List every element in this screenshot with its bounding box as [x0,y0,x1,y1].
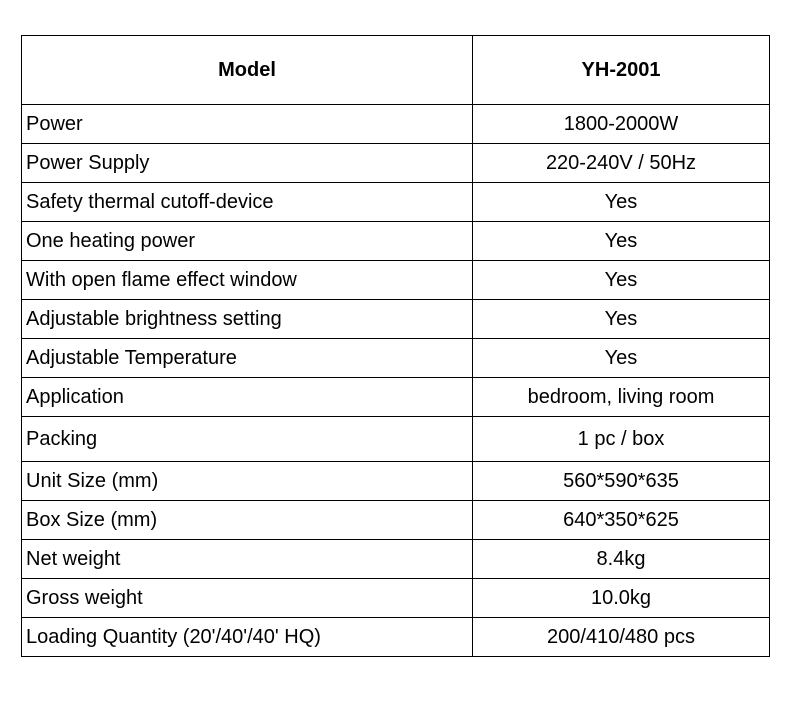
table-row [22,339,770,378]
spec-label: Box Size (mm) [22,501,473,540]
table-row [22,540,770,579]
spec-value: 1800-2000W [473,105,770,144]
table-row [22,579,770,618]
spec-label: Gross weight [22,579,473,618]
spec-label: Loading Quantity (20'/40'/40' HQ) [22,618,473,657]
spec-value: Yes [473,183,770,222]
spec-value: Yes [473,222,770,261]
table-row [22,417,770,462]
table-row [22,261,770,300]
spec-value: 560*590*635 [473,462,770,501]
table-header-row [22,36,770,105]
spec-value: 1 pc / box [473,417,770,462]
spec-label: With open flame effect window [22,261,473,300]
table-row [22,183,770,222]
spec-value: Yes [473,300,770,339]
spec-value: 640*350*625 [473,501,770,540]
table-row [22,462,770,501]
spec-value: Yes [473,261,770,300]
spec-value: 200/410/480 pcs [473,618,770,657]
table-row [22,105,770,144]
spec-label: Application [22,378,473,417]
table-row [22,501,770,540]
table-row [22,300,770,339]
header-value-cell: YH-2001 [473,36,770,105]
spec-value: 10.0kg [473,579,770,618]
spec-value: 8.4kg [473,540,770,579]
spec-label: Power Supply [22,144,473,183]
spec-label: Packing [22,417,473,462]
spec-label: One heating power [22,222,473,261]
table-row [22,222,770,261]
spec-label: Safety thermal cutoff-device [22,183,473,222]
spec-label: Unit Size (mm) [22,462,473,501]
header-label-cell: Model [22,36,473,105]
spec-value: Yes [473,339,770,378]
table-row [22,144,770,183]
spec-label: Adjustable Temperature [22,339,473,378]
table-row [22,378,770,417]
spec-table [21,35,770,657]
spec-label: Adjustable brightness setting [22,300,473,339]
spec-label: Power [22,105,473,144]
table-row [22,618,770,657]
spec-value: bedroom, living room [473,378,770,417]
spec-value: 220-240V / 50Hz [473,144,770,183]
spec-label: Net weight [22,540,473,579]
